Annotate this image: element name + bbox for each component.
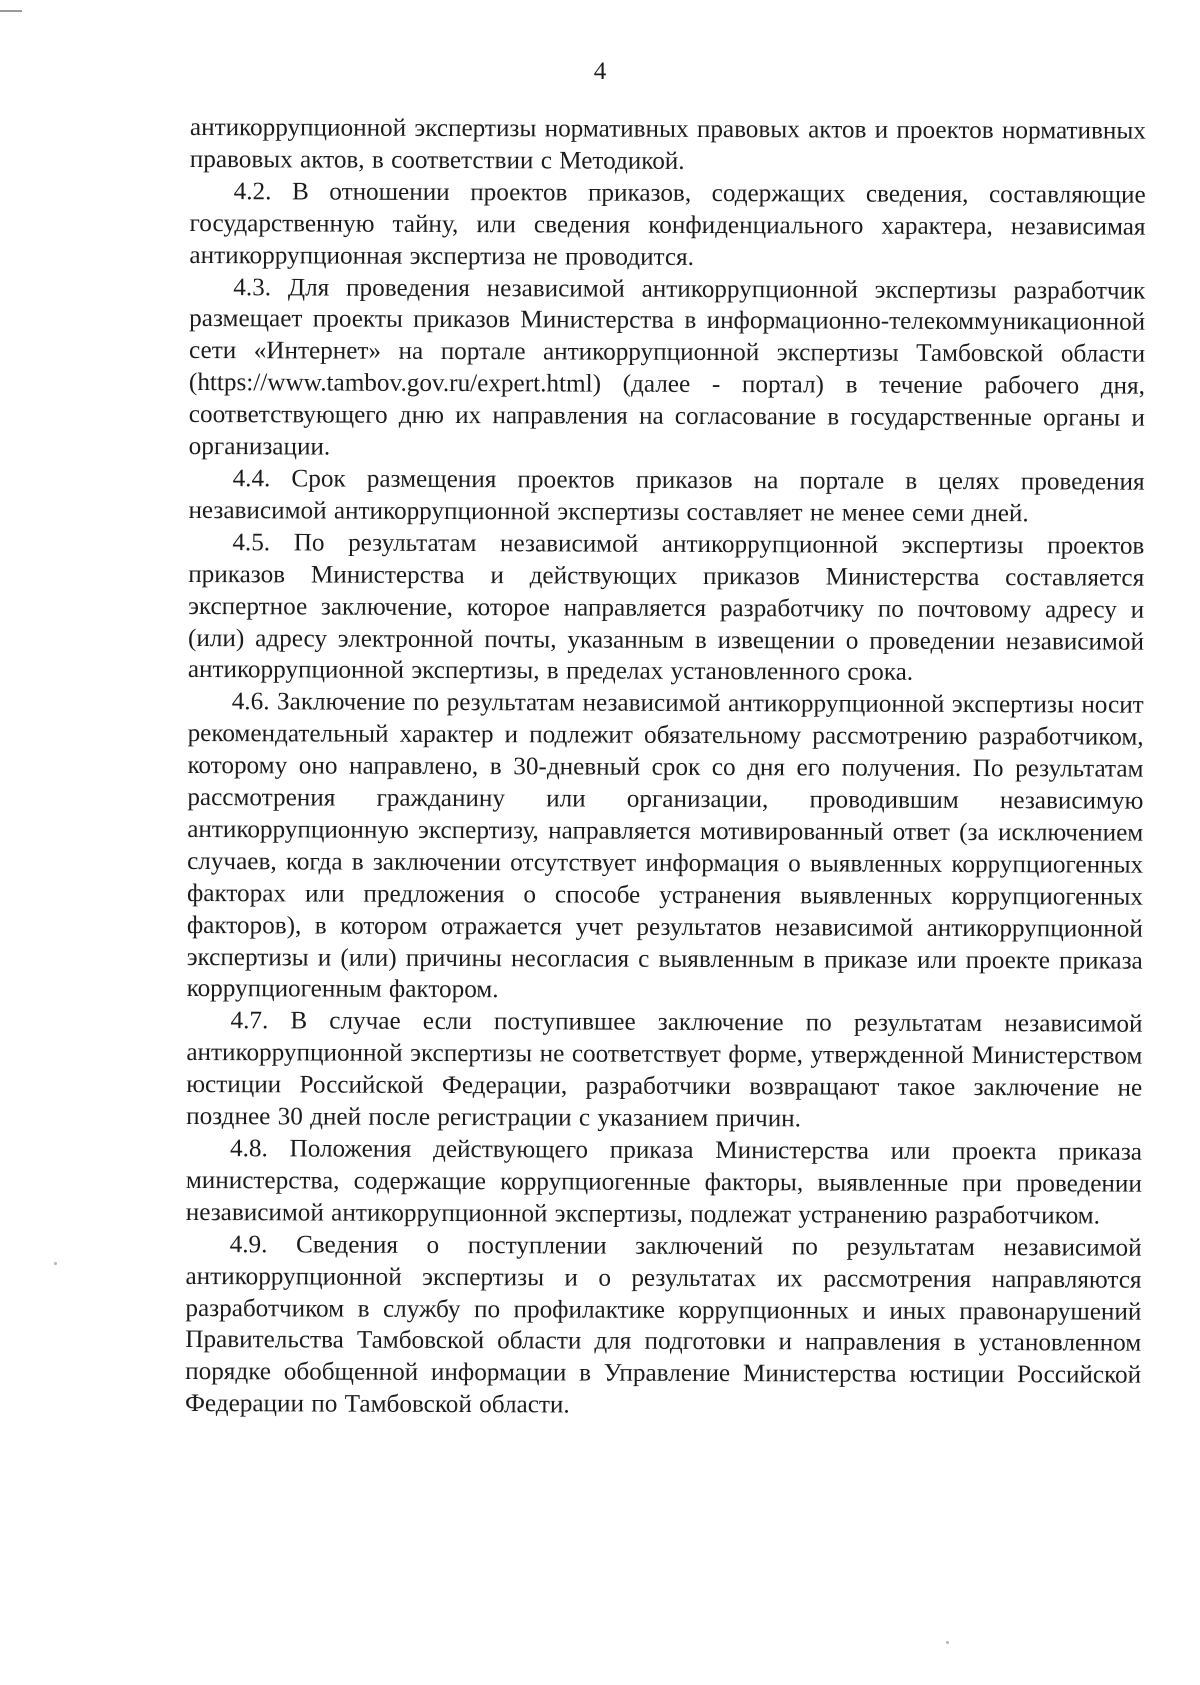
paragraph-continuation: антикоррупционной экспертизы нормативных правовых актов и проектов нормативных правовых актов, в соответствии с Методикой.	[189, 113, 1146, 175]
page-number: 4	[593, 58, 607, 85]
paragraph-4-8: 4.8. Положения действующего приказа Министерства или проекта приказа министерства, содержащие коррупциогенные факторы, выявленные при проведении независимой антикоррупционной экспертизы, подлежат устранению разработчиком.	[185, 1135, 1143, 1230]
paragraph-4-4: 4.4. Срок размещения проектов приказов на портале в целях проведения независимой антикоррупционной экспертизы составляет не менее семи дней.	[188, 465, 1145, 528]
paragraph-4-7: 4.7. В случае если поступившее заключение по результатам независимой антикоррупционной экспертизы не соответствует форме, утвержденной Министерством юстиции Российской Федерации, разработчики возвращают такое заключение не позднее 30 дней после регистрации с указанием причин.	[186, 1007, 1143, 1133]
paragraph-4-6: 4.6. Заключение по результатам независимой антикоррупционной экспертизы носит рекомендательный характер и подлежит обязательному рассмотрению разработчиком, которому оно направлено, в 30-дневный срок со дня его получения. По результатам рассмотрения гражданину или организации, проводившим независимую антикоррупционную экспертизу, направляется мотивированный ответ (за исключением случаев, когда в заключении отсутствует информация о выявленных коррупциогенных факторах или предложения о способе устранения выявленных коррупциогенных факторов), в котором отражается учет результатов независимой антикоррупционной экспертизы и (или) причины несогласия с выявленным в приказе или проекте приказа коррупциогенным фактором.	[186, 688, 1144, 1004]
paragraph-4-3: 4.3. Для проведения независимой антикоррупционной экспертизы разработчик размещает проекты приказов Министерства в информационно-телекоммуникационной сети «Интернет» на портале антикоррупционной экспертизы Тамбовской области (https://www.tambov.gov.ru/expert.html) (далее - портал) в течение рабочего дня, соответствующего дню их направления на согласование в государственные органы и организации.	[188, 273, 1146, 461]
scan-speck	[54, 1262, 57, 1265]
scan-speck	[946, 1641, 949, 1644]
document-body	[185, 112, 1146, 1424]
paragraph-4-2: 4.2. В отношении проектов приказов, содержащих сведения, составляющие государственную тайну, или сведения конфиденциального характера, независимая антикоррупционная экспертиза не проводится.	[189, 177, 1146, 271]
paragraph-4-9: 4.9. Сведения о поступлении заключений по результатам независимой антикоррупционной экспертизы и о результатах их рассмотрения направляются разработчиком в службу по профилактике коррупционных и иных правонарушений Правительства Тамбовской области для подготовки и направления в установленном порядке обобщенной информации в Управление Министерства юстиции Российской Федерации по Тамбовской области.	[184, 1230, 1142, 1419]
paragraph-4-5: 4.5. По результатам независимой антикоррупционной экспертизы проектов приказов Министерства и действующих приказов Министерства составляется экспертное заключение, которое направляется разработчику по почтовому адресу и (или) адресу электронной почты, указанным в извещении о проведении независимой антикоррупционной экспертизы, в пределах установленного срока.	[187, 528, 1145, 687]
scan-edge-mark	[0, 10, 22, 12]
